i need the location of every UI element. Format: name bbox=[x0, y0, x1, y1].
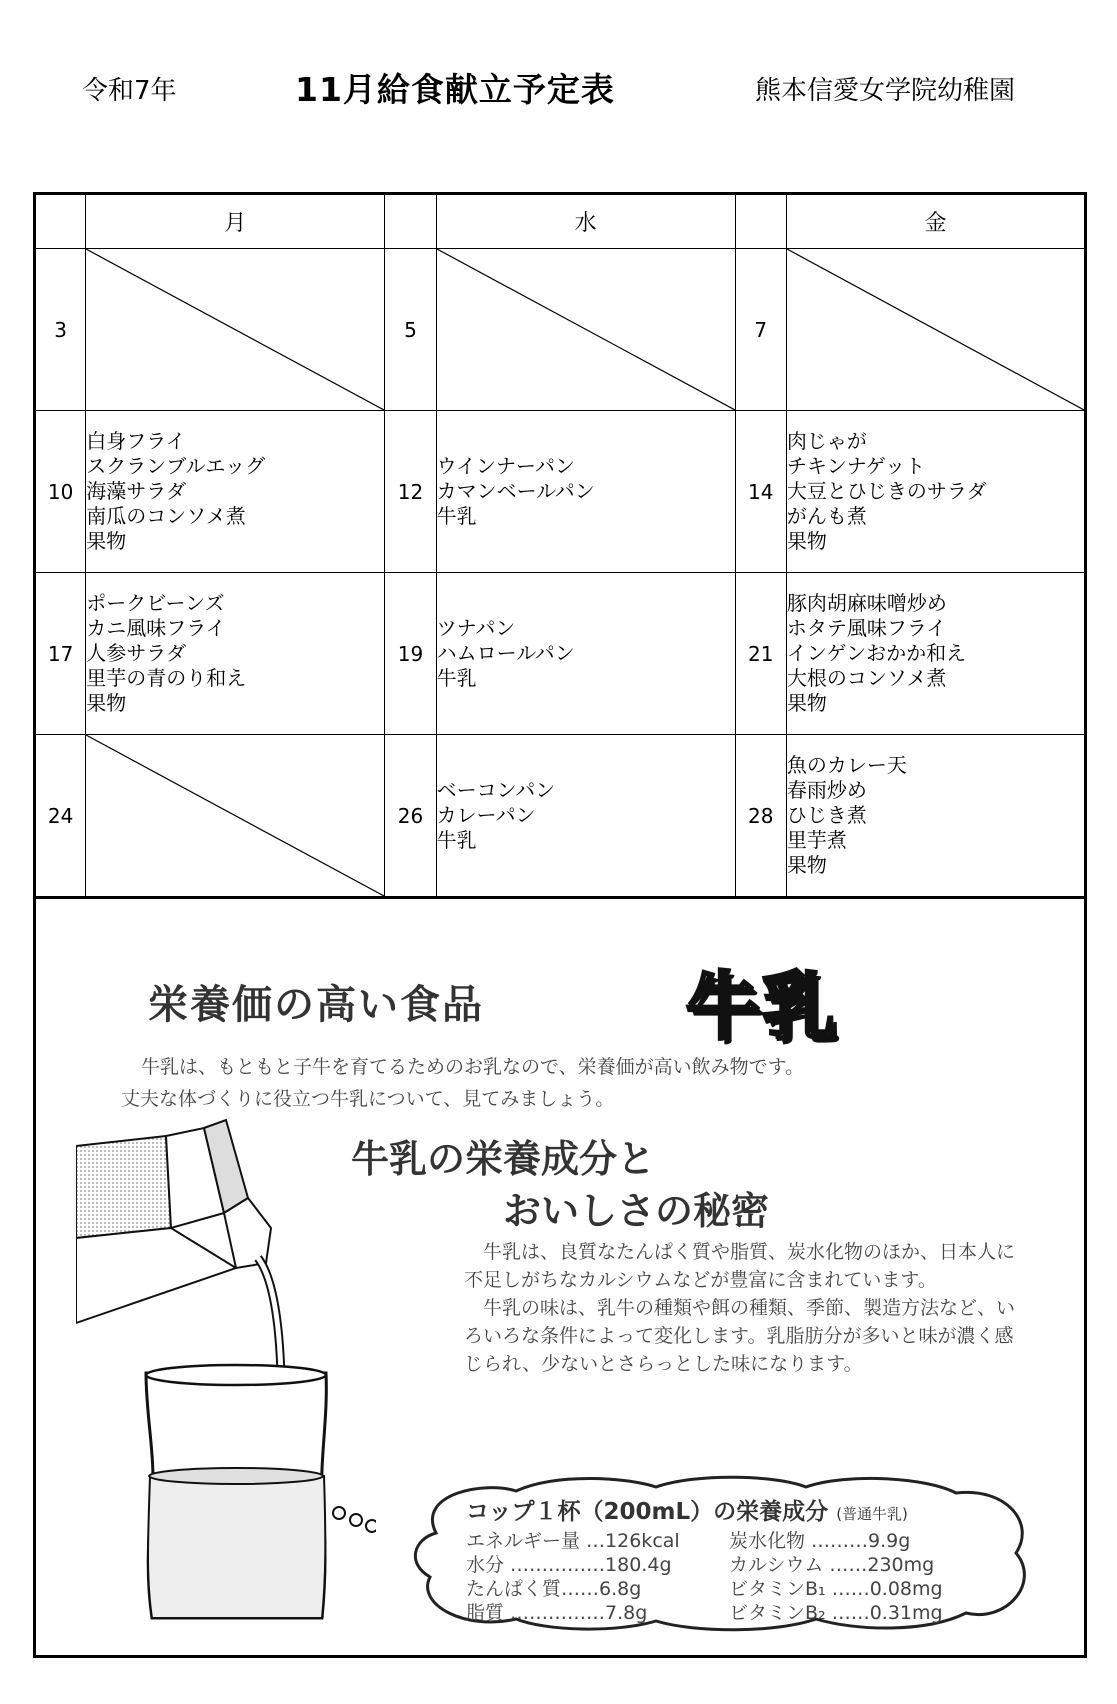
header-blank bbox=[735, 194, 786, 249]
intro-line: 牛乳は、もともと子牛を育てるためのお乳なので、栄養価が高い飲み物です。 bbox=[141, 1056, 805, 1078]
cup-title-text: コップ１杯（200mL）の栄養成分 bbox=[466, 1499, 829, 1525]
nutrient-value: 6.8g bbox=[599, 1578, 642, 1600]
menu-item: 果物 bbox=[86, 529, 127, 553]
diagonal-slash bbox=[86, 249, 384, 410]
menu-cell-mon bbox=[86, 573, 385, 735]
nutrient-label: ビタミンB₁ …… bbox=[729, 1578, 870, 1600]
nutrient-label: 脂質 …………… bbox=[466, 1602, 606, 1624]
nutrient-row bbox=[466, 1553, 680, 1577]
menu-item: ウインナーパン bbox=[436, 454, 575, 478]
day-header-mon: 月 bbox=[86, 194, 385, 249]
menu-item: 白身フライ bbox=[86, 429, 186, 453]
nutrient-value: 7.8g bbox=[605, 1602, 648, 1624]
no-lunch-cell bbox=[86, 735, 385, 898]
nutrient-list-left bbox=[466, 1529, 680, 1625]
date-cell-mon: 3 bbox=[35, 249, 86, 411]
menu-item: 豚肉胡麻味噌炒め bbox=[786, 591, 947, 615]
date-cell-fri: 28 bbox=[735, 735, 786, 898]
menu-item: スクランブルエッグ bbox=[86, 454, 266, 478]
menu-item: ベーコンパン bbox=[436, 778, 556, 802]
date-cell-wed: 5 bbox=[385, 249, 436, 411]
menu-cell-fri bbox=[786, 573, 1085, 735]
menu-item: がんも煮 bbox=[786, 504, 867, 528]
diagonal-slash bbox=[787, 249, 1084, 410]
school-name: 熊本信愛女学院幼稚園 bbox=[755, 76, 1016, 106]
menu-item: 南瓜のコンソメ煮 bbox=[86, 504, 246, 528]
nutrition-heading-milk: 牛乳 bbox=[686, 964, 838, 1050]
menu-item: ホタテ風味フライ bbox=[786, 616, 947, 640]
nutrient-value: 9.9g bbox=[868, 1530, 911, 1552]
menu-item: 果物 bbox=[86, 691, 127, 715]
milk-pouring-illustration bbox=[76, 1118, 376, 1638]
nutrition-subtitle bbox=[351, 1133, 769, 1237]
menu-item: 里芋煮 bbox=[786, 828, 847, 852]
menu-item: 春雨炒め bbox=[786, 778, 867, 802]
nutrient-row bbox=[729, 1601, 943, 1625]
menu-item: 牛乳 bbox=[436, 828, 477, 852]
no-lunch-cell bbox=[436, 249, 735, 411]
nutrition-intro bbox=[121, 1051, 804, 1115]
subtitle-line: 牛乳の栄養成分と bbox=[351, 1137, 656, 1181]
menu-item: ツナパン bbox=[436, 616, 516, 640]
nutrient-label: エネルギー量 … bbox=[466, 1530, 606, 1552]
cup-note: (普通牛乳) bbox=[836, 1505, 908, 1523]
nutrition-body bbox=[464, 1238, 1024, 1378]
nutrition-heading: 栄養価の高い食品 bbox=[148, 982, 484, 1028]
menu-item: チキンナゲット bbox=[786, 454, 926, 478]
date-cell-fri: 7 bbox=[735, 249, 786, 411]
menu-item: 肉じゃが bbox=[786, 429, 867, 453]
nutrient-value: 180.4g bbox=[605, 1554, 672, 1576]
menu-item: 里芋の青のり和え bbox=[86, 666, 247, 690]
nutrient-value: 230mg bbox=[867, 1554, 935, 1576]
intro-line: 丈夫な体づくりに役立つ牛乳について、見てみましょう。 bbox=[121, 1088, 615, 1110]
week-row bbox=[35, 735, 1086, 898]
nutrient-row bbox=[729, 1553, 943, 1577]
menu-item: ハムロールパン bbox=[436, 641, 575, 665]
nutrient-value: 0.31mg bbox=[869, 1602, 943, 1624]
header-blank bbox=[35, 194, 86, 249]
nutrient-label: ビタミンB₂ …… bbox=[729, 1602, 870, 1624]
menu-item: ひじき煮 bbox=[786, 803, 867, 827]
nutrient-row bbox=[466, 1577, 680, 1601]
no-lunch-cell bbox=[86, 249, 385, 411]
menu-cell-wed bbox=[436, 735, 735, 898]
nutrient-row bbox=[466, 1529, 680, 1553]
nutrient-value: 126kcal bbox=[605, 1530, 680, 1552]
date-cell-fri: 21 bbox=[735, 573, 786, 735]
nutrient-label: 水分 …………… bbox=[466, 1554, 606, 1576]
date-cell-wed: 26 bbox=[385, 735, 436, 898]
menu-item: ポークビーンズ bbox=[86, 591, 225, 615]
no-lunch-cell bbox=[786, 249, 1085, 411]
nutrient-label: たんぱく質…… bbox=[466, 1578, 600, 1600]
header-blank bbox=[385, 194, 436, 249]
menu-item: 人参サラダ bbox=[86, 641, 187, 665]
menu-item: 果物 bbox=[786, 853, 827, 877]
menu-item: 果物 bbox=[786, 529, 827, 553]
menu-item: 大根のコンソメ煮 bbox=[786, 666, 947, 690]
menu-item: 果物 bbox=[786, 691, 827, 715]
nutrient-list-right bbox=[729, 1529, 943, 1625]
era-label: 令和7年 bbox=[82, 76, 177, 106]
menu-item: 海藻サラダ bbox=[86, 479, 187, 503]
nutrient-label: 炭水化物 ……… bbox=[729, 1530, 869, 1552]
menu-item: 魚のカレー天 bbox=[786, 753, 907, 777]
menu-cell-mon bbox=[86, 411, 385, 573]
page-title: 11月給食献立予定表 bbox=[295, 70, 615, 109]
date-cell-wed: 12 bbox=[385, 411, 436, 573]
day-header-wed: 水 bbox=[436, 194, 735, 249]
menu-item: 牛乳 bbox=[436, 666, 477, 690]
body-paragraph: 牛乳は、良質なたんぱく質や脂質、炭水化物のほか、日本人に不足しがちなカルシウムなどが豊富に含まれています。 bbox=[464, 1241, 1016, 1291]
diagonal-slash bbox=[437, 249, 735, 410]
day-header-row bbox=[35, 194, 1086, 249]
date-cell-mon: 17 bbox=[35, 573, 86, 735]
nutrition-section bbox=[33, 898, 1087, 1658]
nutrient-row bbox=[466, 1601, 680, 1625]
menu-item: カマンベールパン bbox=[436, 479, 595, 503]
cup-nutrition-box bbox=[396, 1473, 1046, 1633]
menu-item: カニ風味フライ bbox=[86, 616, 226, 640]
nutrient-value: 0.08mg bbox=[869, 1578, 943, 1600]
date-cell-fri: 14 bbox=[735, 411, 786, 573]
nutrient-row bbox=[729, 1529, 943, 1553]
week-row bbox=[35, 249, 1086, 411]
menu-table bbox=[33, 192, 1087, 899]
week-row bbox=[35, 573, 1086, 735]
menu-cell-fri bbox=[786, 411, 1085, 573]
subtitle-line: おいしさの秘密 bbox=[503, 1189, 770, 1233]
menu-cell-wed bbox=[436, 411, 735, 573]
body-paragraph: 牛乳の味は、乳牛の種類や餌の種類、季節、製造方法など、いろいろな条件によって変化します。乳脂肪分が多いと味が濃く感じられ、少ないとさらっとした味になります。 bbox=[464, 1297, 1016, 1375]
nutrient-row bbox=[729, 1577, 943, 1601]
week-row bbox=[35, 411, 1086, 573]
menu-item: 大豆とひじきのサラダ bbox=[786, 479, 987, 503]
date-cell-mon: 10 bbox=[35, 411, 86, 573]
cup-title bbox=[466, 1493, 908, 1526]
date-cell-wed: 19 bbox=[385, 573, 436, 735]
nutrient-label: カルシウム …… bbox=[729, 1554, 868, 1576]
menu-item: 牛乳 bbox=[436, 504, 477, 528]
menu-cell-fri bbox=[786, 735, 1085, 898]
date-cell-mon: 24 bbox=[35, 735, 86, 898]
menu-cell-wed bbox=[436, 573, 735, 735]
menu-item: カレーパン bbox=[436, 803, 536, 827]
diagonal-slash bbox=[86, 735, 384, 896]
day-header-fri: 金 bbox=[786, 194, 1085, 249]
menu-item: インゲンおかか和え bbox=[786, 641, 967, 665]
